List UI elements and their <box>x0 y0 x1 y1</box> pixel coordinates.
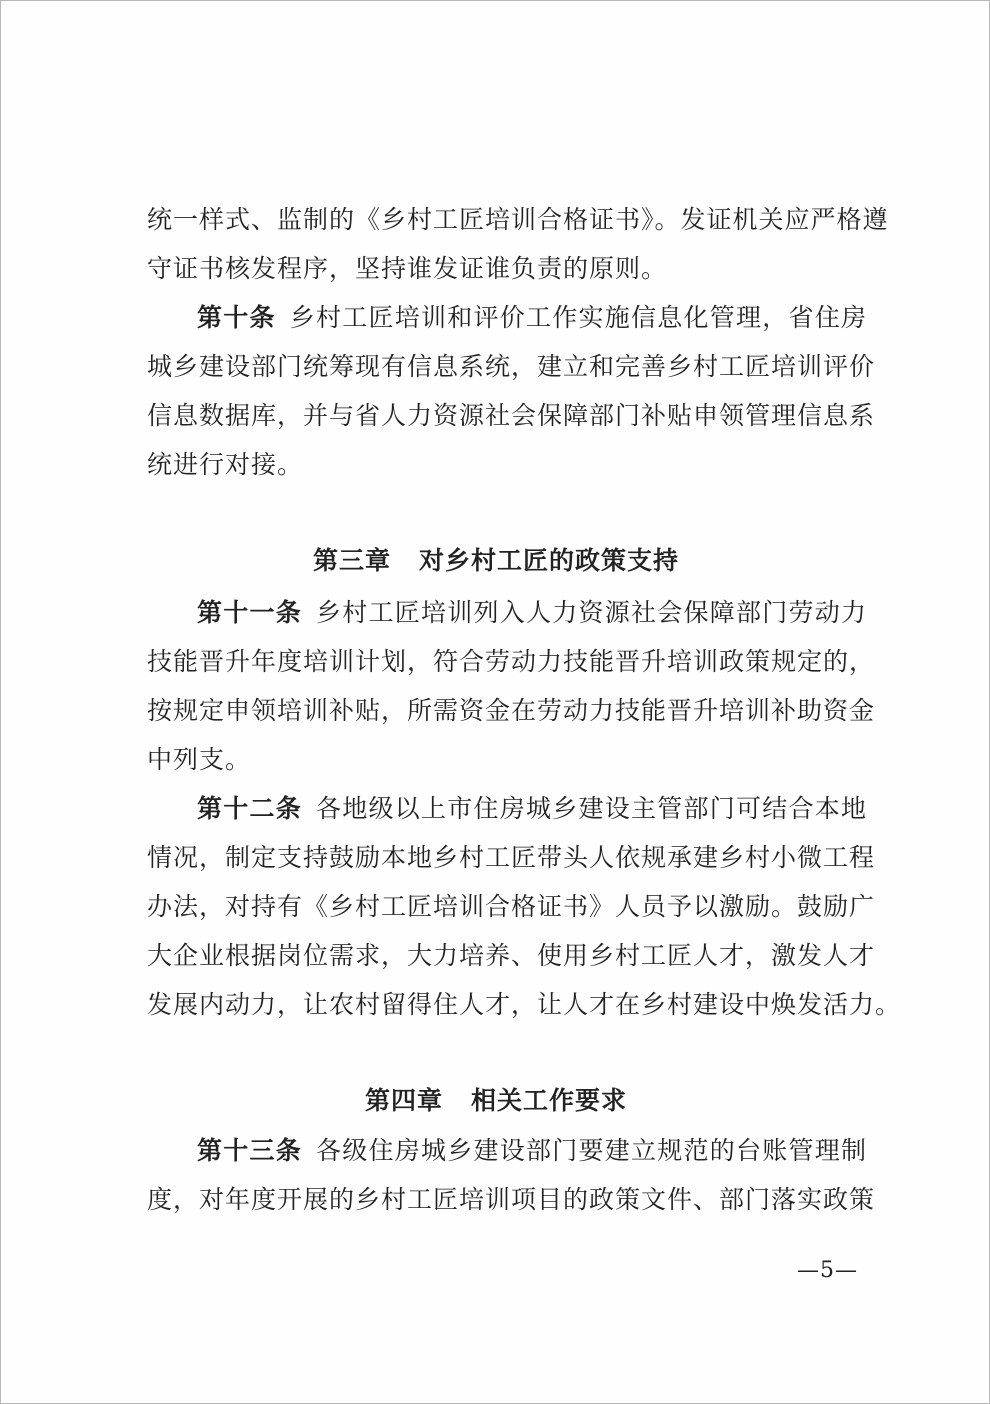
article-13-text: 各级住房城乡建设部门要建立规范的台账管理制 <box>316 1136 867 1165</box>
paragraph-line: 技能晋升年度培训计划，符合劳动力技能晋升培训政策规定的， <box>147 647 876 676</box>
chapter-4-title: 相关工作要求 <box>471 1086 628 1115</box>
chapter-4-number: 第四章 <box>364 1086 443 1115</box>
paragraph-line: 办法，对持有《乡村工匠培训合格证书》人员予以激励。鼓励广 <box>147 892 876 921</box>
article-12-first-line <box>197 784 867 833</box>
paragraph-line: 发展内动力，让农村留得住人才，让人才在乡村建设中焕发活力。 <box>147 990 902 1019</box>
article-10-text: 乡村工匠培训和评价工作实施信息化管理，省住房 <box>289 303 867 332</box>
article-12-text: 各地级以上市住房城乡建设主管部门可结合本地 <box>316 794 867 823</box>
paragraph-line: 情况，制定支持鼓励本地乡村工匠带头人依规承建乡村小微工程 <box>147 843 876 872</box>
chapter-3-title: 对乡村工匠的政策支持 <box>419 546 680 575</box>
article-11-first-line <box>197 588 867 637</box>
paragraph-line: 中列支。 <box>147 745 252 774</box>
article-12-label: 第十二条 <box>197 794 302 823</box>
article-10-first-line <box>197 293 867 342</box>
paragraph-line: 守证书核发程序，坚持谁发证谁负责的原则。 <box>147 254 668 283</box>
article-13-first-line <box>197 1126 867 1175</box>
chapter-3-heading <box>1 541 990 581</box>
paragraph-line: 统进行对接。 <box>147 450 304 479</box>
article-13-label: 第十三条 <box>197 1136 302 1165</box>
chapter-4-heading <box>1 1081 990 1121</box>
article-11-text: 乡村工匠培训列入人力资源社会保障部门劳动力 <box>316 598 867 627</box>
article-10-label: 第十条 <box>197 303 276 332</box>
paragraph-line: 度，对年度开展的乡村工匠培训项目的政策文件、部门落实政策 <box>147 1185 876 1214</box>
page-number: —5— <box>797 1258 858 1283</box>
paragraph-line: 大企业根据岗位需求，大力培养、使用乡村工匠人才，激发人才 <box>147 941 876 970</box>
paragraph-line: 城乡建设部门统筹现有信息系统，建立和完善乡村工匠培训评价 <box>147 352 876 381</box>
paragraph-line: 按规定申领培训补贴，所需资金在劳动力技能晋升培训补助资金 <box>147 696 876 725</box>
paragraph-line: 信息数据库，并与省人力资源社会保障部门补贴申领管理信息系 <box>147 401 876 430</box>
paragraph-line: 统一样式、监制的《乡村工匠培训合格证书》。发证机关应严格遵 <box>147 205 889 234</box>
article-11-label: 第十一条 <box>197 598 302 627</box>
chapter-3-number: 第三章 <box>312 546 391 575</box>
